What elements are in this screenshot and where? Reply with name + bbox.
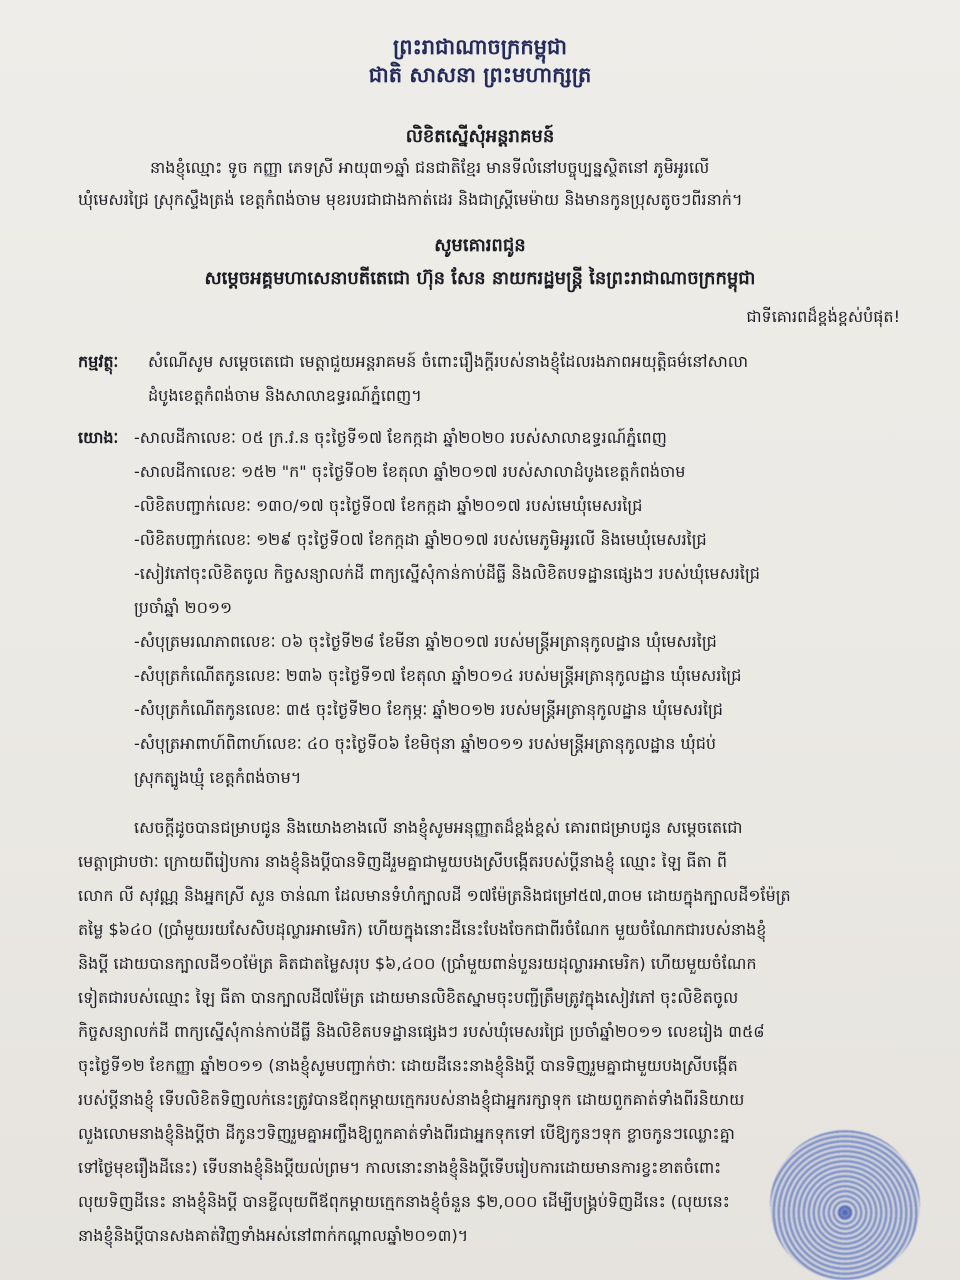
body-line: លោក លី សុវណ្ណ និងអ្នកស្រី សួន ចាន់ណា ដែលមានទំហំក្បាលដី ១៧ម៉ែត្រនិងជម្រៅ៥៧,៣០ម ដោយក្នុងក្បាលដី១ម៉ែត្រ — [78, 886, 791, 905]
reference-line: -សាលដីកាលេខៈ ០៥ ក្រ.វ.ន ចុះថ្ងៃទី១៧ ខែកក្កដា ឆ្នាំ២០២០ របស់សាលាឧទ្ធរណ៍ភ្នំពេញ — [134, 428, 667, 447]
body-line: ទៅថ្ងៃមុខរឿងដីនេះ) ទើបនាងខ្ញុំនិងប្តីយល់ព្រម។ កាលនោះនាងខ្ញុំនិងប្តីទើបរៀបការដោយមានការខ្វះខាតចំពោះ — [78, 1158, 722, 1177]
body-line: កិច្ចសន្យាលក់ដី ពាក្យស្នើសុំកាន់កាប់ដីធ្លី និងលិខិតបទដ្ឋានផ្សេងៗ របស់ឃុំមេសរជ្រៃ ប្រចាំឆ្នាំ២០១១ លេខរៀង ៣៥៨ — [78, 1022, 765, 1041]
subject-line: ដំបូងខេត្តកំពង់ចាម និងសាលាឧទ្ធរណ៍ភ្នំពេញ។ — [148, 386, 422, 405]
reference-line: -សំបុត្រមរណភាពលេខៈ ០៦ ចុះថ្ងៃទី២៨ ខែមីនា ឆ្នាំ២០១៧ របស់មន្ត្រីអត្រានុកូលដ្ឋាន ឃុំមេសរជ្រៃ — [134, 632, 717, 651]
reference-line: ស្រុកត្បូងឃ្មុំ ខេត្តកំពង់ចាម។ — [134, 768, 302, 787]
fingerprint-stamp — [770, 1130, 920, 1280]
reference-line: -សៀវភៅចុះលិខិតចូល កិច្ចសន្យាលក់ដី ពាក្យស្នើសុំកាន់កាប់ដីធ្លី និងលិខិតបទដ្ឋានផ្សេងៗ របស់ឃុំមេសរជ្រៃ — [134, 564, 760, 583]
national-motto: ជាតិ សាសនា ព្រះមហាក្សត្រ — [368, 63, 592, 87]
subject-line: សំណើសូម សម្តេចតេជោ មេត្តាជួយអន្តរាគមន៍ ចំពោះរឿងក្តីរបស់នាងខ្ញុំដែលរងភាពអយុត្តិធម៌នៅសាលា — [148, 352, 749, 371]
reference-line: ប្រចាំឆ្នាំ ២០១១ — [134, 598, 233, 617]
intro-line: ឃុំមេសរជ្រៃ ស្រុកស្ទឹងត្រង់ ខេត្តកំពង់ចាម មុខរបរជាជាងកាត់ដេរ និងជាស្ត្រីមេម៉ាយ និងមានកូនប្រុសតូចៗពីរនាក់។ — [78, 190, 743, 209]
reference-line: -សំបុត្រកំណើតកូនលេខៈ ៣៥ ចុះថ្ងៃទី២០ ខែកុម្ភៈ ឆ្នាំ២០១២ របស់មន្ត្រីអត្រានុកូលដ្ឋាន ឃុំមេសរជ្រៃ — [134, 700, 723, 719]
body-line: ចុះថ្ងៃទី១២ ខែកញ្ញា ឆ្នាំ២០១១ (នាងខ្ញុំសូមបញ្ជាក់ថាៈ ដោយដីនេះនាងខ្ញុំនិងប្តី បានទិញរួមគ្នាជាមួយបងស្រីបង្កើត — [78, 1056, 738, 1075]
body-line: លុយទិញដីនេះ នាងខ្ញុំនិងប្តី បានខ្ចីលុយពីឪពុកម្តាយក្មេកនាងខ្ញុំចំនួន $២,០០០ ដើម្បីបង្គ្រប់ទិញដីនេះ (លុយនេះ — [78, 1192, 730, 1211]
respect-closing: ជាទីគោរពដ៏ខ្ពង់ខ្ពស់បំផុត! — [746, 307, 900, 326]
body-line: ទៀតជារបស់ឈ្មោះ ឡៃ ធីតា បានក្បាលដី៧ម៉ែត្រ ដោយមានលិខិតស្នាមចុះបញ្ជីត្រឹមត្រូវក្នុងសៀវភៅ ចុះលិខិតចូល — [78, 988, 739, 1007]
reference-line: -សំបុត្រអាពាហ៍ពិពាហ៍លេខៈ ៤០ ចុះថ្ងៃទី០៦ ខែមិថុនា ឆ្នាំ២០១១ របស់មន្ត្រីអត្រានុកូលដ្ឋាន ឃុំជប់ — [134, 734, 717, 753]
kingdom-heading: ព្រះរាជាណាចក្រកម្ពុជា — [392, 35, 567, 59]
reference-line: -លិខិតបញ្ជាក់លេខៈ ១៣០/១៧ ចុះថ្ងៃទី០៧ ខែកក្កដា ឆ្នាំ២០១៧ របស់មេឃុំមេសរជ្រៃ — [134, 496, 643, 515]
reference-line: -លិខិតបញ្ជាក់លេខៈ ១២៩ ចុះថ្ងៃទី០៧ ខែកក្កដា ឆ្នាំ២០១៧ របស់មេភូមិអូរលើ និងមេឃុំមេសរជ្រៃ — [134, 530, 707, 549]
salutation: សូមគោរពជូន — [434, 235, 526, 256]
body-line: របស់ប្តីនាងខ្ញុំ ទើបលិខិតទិញលក់នេះត្រូវបានឪពុកម្តាយក្មេករបស់នាងខ្ញុំជាអ្នករក្សាទុក ដោយពួកគាត់ទាំងពីរនិយាយ — [78, 1090, 745, 1109]
body-line: និងប្តី ដោយបានក្បាលដី១០ម៉ែត្រ គិតជាតម្លៃសរុប $៦,៤០០ (ប្រាំមួយពាន់បួនរយដុល្លារអាមេរិក) ហើយមួយចំណែក — [78, 954, 757, 973]
letter-title: លិខិតស្នើសុំអន្តរាគមន៍ — [405, 126, 555, 147]
body-line: នាងខ្ញុំនិងប្តីបានសងគាត់វិញទាំងអស់នៅពាក់កណ្តាលឆ្នាំ២០១៣)។ — [78, 1226, 469, 1245]
reference-line: -សំបុត្រកំណើតកូនលេខៈ ២៣៦ ចុះថ្ងៃទី១៧ ខែតុលា ឆ្នាំ២០១៤ របស់មន្ត្រីអត្រានុកូលដ្ឋាន ឃុំមេសរជ្រៃ — [134, 666, 742, 685]
reference-label: យោងៈ — [78, 428, 119, 447]
subject-label: កម្មវត្ថុៈ — [78, 352, 119, 371]
intro-line: នាងខ្ញុំឈ្មោះ ទូច កញ្ញា ភេទស្រី អាយុ៣១ឆ្នាំ ជនជាតិខ្មែរ មានទីលំនៅបច្ចុប្បន្នស្ថិតនៅ ភូមិអូរលើ — [150, 158, 710, 177]
reference-line: -សាលដីកាលេខៈ ១៥២ "ក" ចុះថ្ងៃទី០២ ខែតុលា ឆ្នាំ២០១៧ របស់សាលាដំបូងខេត្តកំពង់ចាម — [134, 462, 686, 481]
addressee: សម្ដេចអគ្គមហាសេនាបតីតេជោ ហ៊ុន សែន នាយករដ្ឋមន្ត្រី នៃព្រះរាជាណាចក្រកម្ពុជា — [204, 268, 756, 289]
body-line: សេចក្តីដូចបានជម្រាបជូន និងយោងខាងលើ នាងខ្ញុំសូមអនុញ្ញាតដ៏ខ្ពង់ខ្ពស់ គោរពជម្រាបជូន សម្តេចតេជោ — [134, 818, 743, 837]
body-line: មេត្តាជ្រាបថាៈ ក្រោយពីរៀបការ នាងខ្ញុំនិងប្តីបានទិញដីរួមគ្នាជាមួយបងស្រីបង្កើតរបស់ប្តីនាងខ្ញុំ ឈ្មោះ ឡៃ ធីតា ពី — [78, 852, 727, 871]
body-line: តម្លៃ $៦៤០ (ប្រាំមួយរយសែសិបដុល្លារអាមេរិក) ហើយក្នុងនោះដីនេះបែងចែកជាពីរចំណែក មួយចំណែកជារបស់នាងខ្ញុំ — [78, 920, 767, 939]
body-line: លួងលោមនាងខ្ញុំនិងប្តីថា ដីកូនៗទិញរួមគ្នាអញ្ចឹងឱ្យពួកគាត់ទាំងពីរជាអ្នកទុកទៅ បើឱ្យកូនៗទុក ខ្លាចកូនៗឈ្លោះគ្នា — [78, 1124, 735, 1143]
